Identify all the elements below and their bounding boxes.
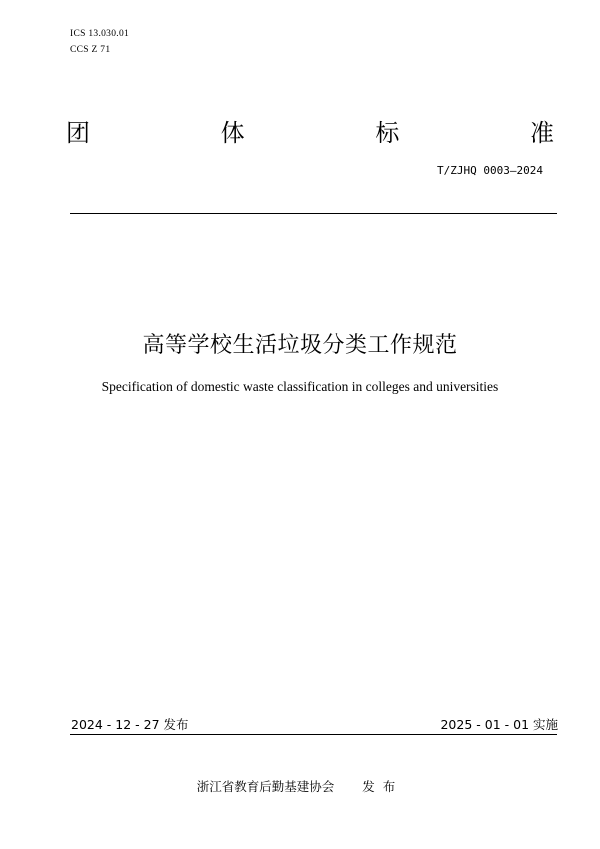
footer-divider bbox=[70, 734, 557, 735]
ics-code: ICS 13.030.01 bbox=[70, 29, 130, 39]
document-type-char: 标 bbox=[375, 119, 400, 147]
publisher-action: 发布 bbox=[362, 779, 404, 794]
document-type-char: 体 bbox=[220, 119, 245, 147]
publish-date: 2024 - 12 - 27 发布 bbox=[71, 717, 189, 732]
title-english: Specification of domestic waste classification in colleges and universities bbox=[101, 379, 499, 394]
publisher-name: 浙江省教育后勤基建协会 bbox=[196, 779, 335, 794]
document-type-char: 准 bbox=[529, 119, 554, 147]
publisher-line bbox=[0, 777, 600, 795]
effective-date: 2025 - 01 - 01 实施 bbox=[440, 717, 558, 732]
header-divider bbox=[70, 213, 557, 214]
ccs-code: CCS Z 71 bbox=[70, 45, 111, 55]
title-chinese: 高等学校生活垃圾分类工作规范 bbox=[142, 333, 458, 358]
standard-number: T/ZJHQ 0003—2024 bbox=[437, 164, 543, 177]
document-type-char: 团 bbox=[66, 119, 90, 147]
document-type bbox=[66, 113, 554, 148]
